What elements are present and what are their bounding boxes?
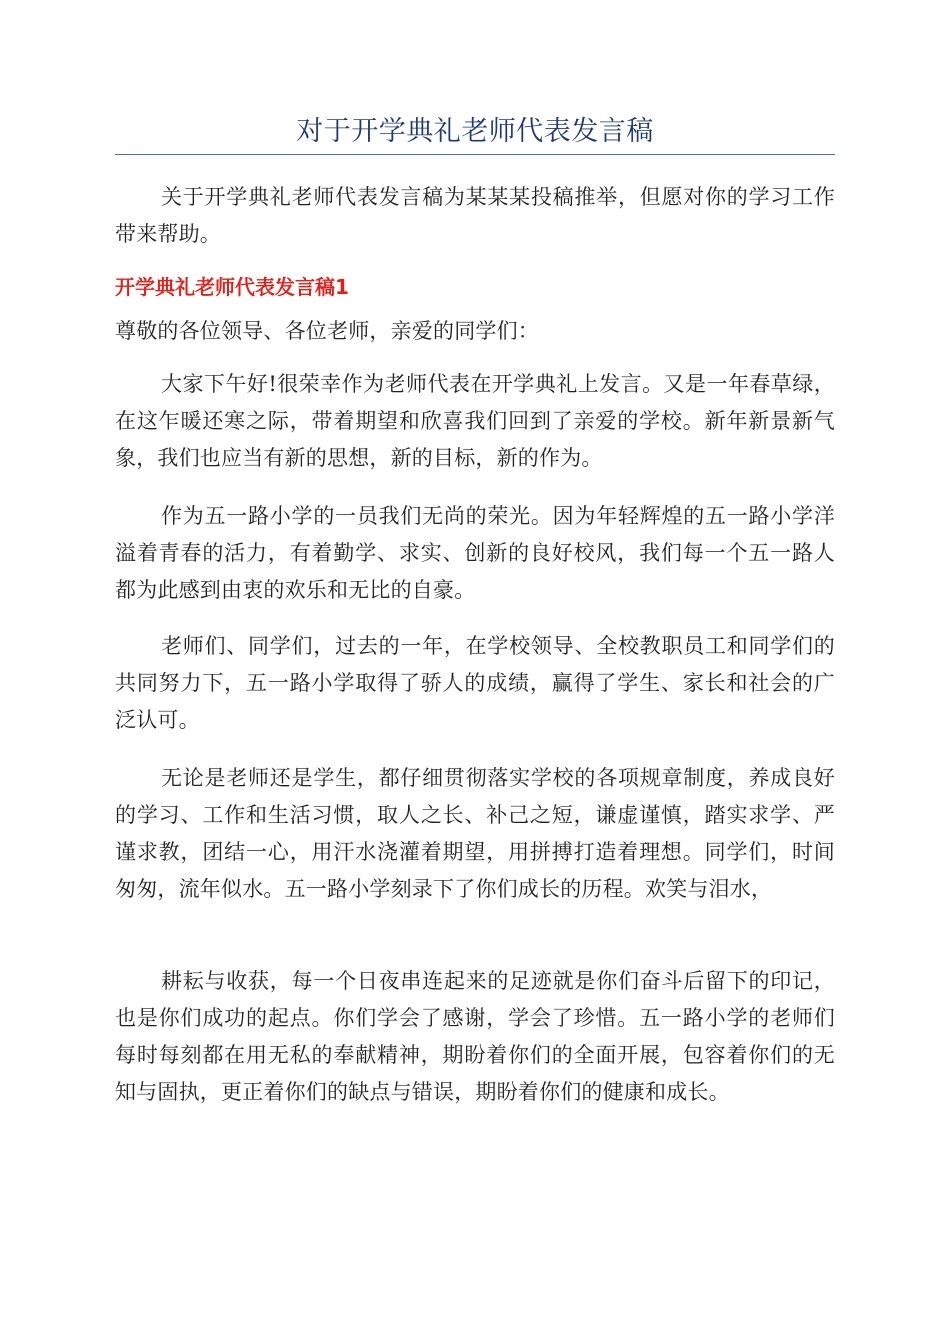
section-heading: 开学典礼老师代表发言稿1 (115, 275, 349, 299)
paragraph-5: 耕耘与收获，每一个日夜串连起来的足迹就是你们奋斗后留下的印记，也是你们成功的起点。你们学会了感谢，学会了珍惜。五一路小学的老师们每时每刻都在用无私的奉献精神，期盼着你们的全面开展，包容着你们的无知与固执，更正着你们的缺点与错误，期盼着你们的健康和成长。 (115, 969, 835, 1104)
intro-paragraph: 关于开学典礼老师代表发言稿为某某某投稿推举，但愿对你的学习工作带来帮助。 (115, 185, 835, 246)
title-underline (115, 154, 835, 155)
document-title: 对于开学典礼老师代表发言稿 (296, 116, 654, 147)
salutation: 尊敬的各位领导、各位老师，亲爱的同学们： (115, 319, 539, 343)
paragraph-3: 老师们、同学们，过去的一年，在学校领导、全校教职员工和同学们的共同努力下，五一路小学取得了骄人的成绩，赢得了学生、家长和社会的广泛认可。 (115, 634, 835, 732)
paragraph-2: 作为五一路小学的一员我们无尚的荣光。因为年轻辉煌的五一路小学洋溢着青春的活力，有着勤学、求实、创新的良好校风，我们每一个五一路人都为此感到由衷的欢乐和无比的自豪。 (115, 504, 835, 602)
paragraph-4: 无论是老师还是学生，都仔细贯彻落实学校的各项规章制度，养成良好的学习、工作和生活习惯，取人之长、补己之短，谦虚谨慎，踏实求学、严谨求教，团结一心，用汗水浇灌着期望，用拼搏打造着理想。同学们，时间匆匆，流年似水。五一路小学刻录下了你们成长的历程。欢笑与泪水， (115, 766, 835, 901)
paragraph-1: 大家下午好!很荣幸作为老师代表在开学典礼上发言。又是一年春草绿，在这乍暖还寒之际，带着期望和欣喜我们回到了亲爱的学校。新年新景新气象，我们也应当有新的思想，新的目标，新的作为。 (115, 372, 835, 470)
